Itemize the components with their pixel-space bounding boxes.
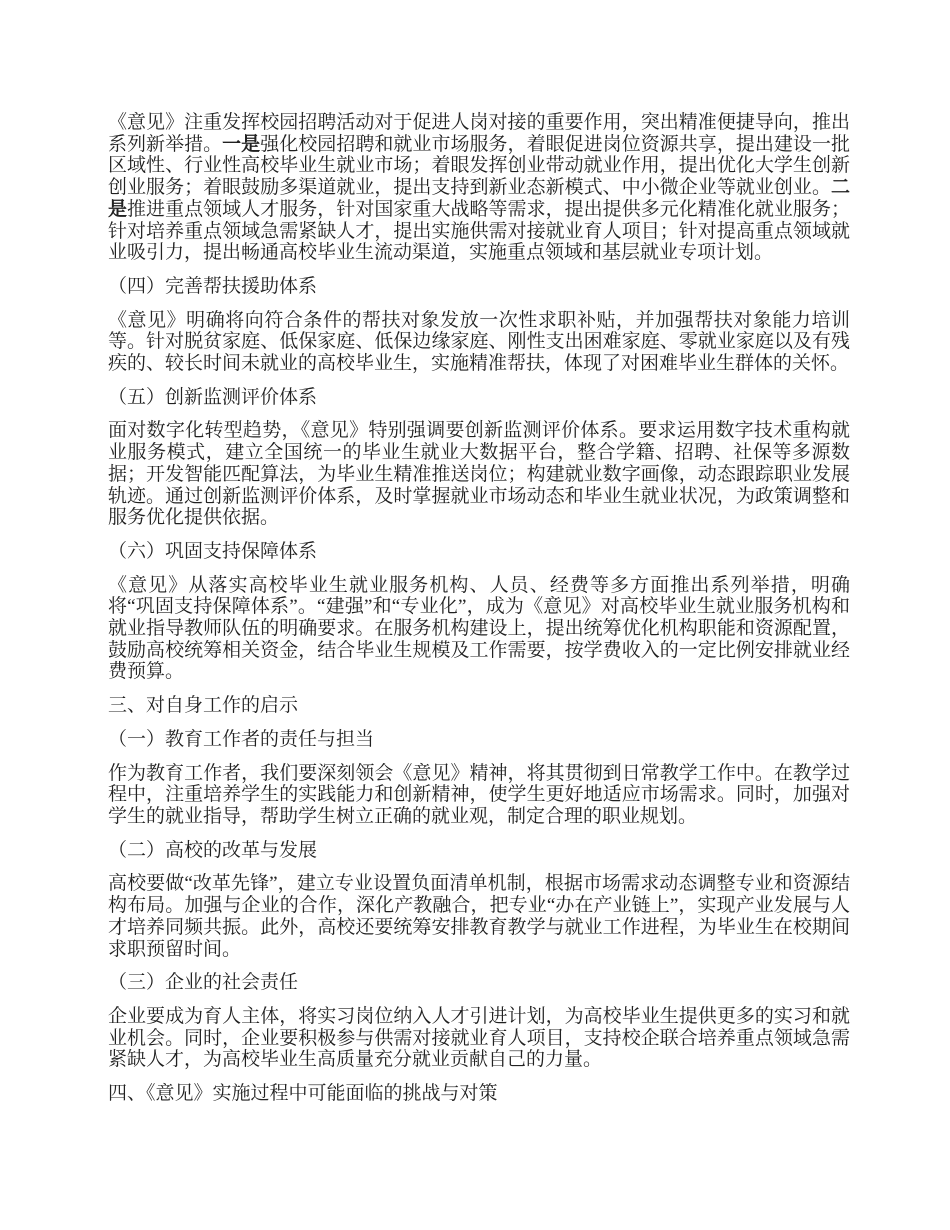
heading-part-4-challenges-countermeasures: 四、《意见》实施过程中可能面临的挑战与对策 (108, 1083, 498, 1105)
text-run: 推进重点领域人才服务，针对国家重大战略等需求，提出提供多元化精准化就业服务；针对培养重点领域急需紧缺人才，提出实施供需对接就业育人项目；针对提高重点领域就业吸引力，提出畅通高校毕业生流动渠道，实施重点领域和基层就业专项计划。 (108, 198, 850, 264)
paragraph-support-guarantee: 《意见》从落实高校毕业生就业服务机构、人员、经费等多方面推出系列举措，明确将“巩固支持保障体系”。“建强”和“专业化”，成为《意见》对高校毕业生就业服务机构和就业指导教师队伍的明确要求。在服务机构建设上，提出统筹优化机构职能和资源配置，鼓励高校统筹相关资金，结合毕业生规模及工作需要，按学费收入的一定比例安排就业经费预算。 (108, 574, 850, 683)
paragraph-campus-recruitment-measures (108, 112, 850, 264)
paragraph-enterprise-responsibility: 企业要成为育人主体，将实习岗位纳入人才引进计划，为高校毕业生提供更多的实习和就业机会。同时，企业要积极参与供需对接就业育人项目，支持校企联合培养重点领域急需紧缺人才，为高校毕业生高质量充分就业贡献自己的力量。 (108, 1005, 850, 1071)
text-run-bold-first: 一是 (222, 133, 261, 155)
text-run-bold-second: 二是 (108, 177, 850, 220)
paragraph-assistance-system: 《意见》明确将向符合条件的帮扶对象发放一次性求职补贴，并加强帮扶对象能力培训等。针对脱贫家庭、低保家庭、低保边缘家庭、刚性支出困难家庭、零就业家庭以及有残疾的、较长时间未就业的高校毕业生，实施精准帮扶，体现了对困难毕业生群体的关怀。 (108, 309, 850, 375)
heading-section-5-monitoring-evaluation: （五）创新监测评价体系 (108, 386, 318, 408)
paragraph-monitoring-evaluation: 面对数字化转型趋势，《意见》特别强调要创新监测评价体系。要求运用数字技术重构就业服务模式，建立全国统一的毕业生就业大数据平台，整合学籍、招聘、社保等多源数据；开发智能匹配算法，为毕业生精准推送岗位；构建就业数字画像，动态跟踪职业发展轨迹。通过创新监测评价体系，及时掌握就业市场动态和毕业生就业状况，为政策调整和服务优化提供依据。 (108, 420, 850, 529)
text-run: 《意见》注重发挥校园招聘活动对于促进人岗对接的重要作用，突出精准便捷导向，推出系列新举措。 (108, 112, 850, 155)
heading-educator-responsibility: （一）教育工作者的责任与担当 (108, 728, 375, 750)
text-run: 强化校园招聘和就业市场服务，着眼促进岗位资源共享，提出建设一批区域性、行业性高校毕业生就业市场；着眼发挥创业带动就业作用，提出优化大学生创新创业服务；着眼鼓励多渠道就业，提出支持到新业态新模式、中小微企业等就业创业。 (108, 133, 850, 199)
heading-university-reform: （二）高校的改革与发展 (108, 839, 318, 861)
heading-section-4-assistance-system: （四）完善帮扶援助体系 (108, 275, 318, 297)
paragraph-university-reform: 高校要做“改革先锋”，建立专业设置负面清单机制，根据市场需求动态调整专业和资源结构布局。加强与企业的合作，深化产教融合，把专业“办在产业链上”，实现产业发展与人才培养同频共振。此外，高校还要统筹安排教育教学与就业工作进程，为毕业生在校期间求职预留时间。 (108, 873, 850, 960)
heading-enterprise-responsibility: （三）企业的社会责任 (108, 972, 299, 994)
document-body (108, 112, 850, 1105)
heading-part-3-personal-insights: 三、对自身工作的启示 (108, 695, 299, 717)
heading-section-6-support-guarantee: （六）巩固支持保障体系 (108, 540, 318, 562)
paragraph-educator-responsibility: 作为教育工作者，我们要深刻领会《意见》精神，将其贯彻到日常教学工作中。在教学过程中，注重培养学生的实践能力和创新精神，使学生更好地适应市场需求。同时，加强对学生的就业指导，帮助学生树立正确的就业观，制定合理的职业规划。 (108, 762, 850, 827)
